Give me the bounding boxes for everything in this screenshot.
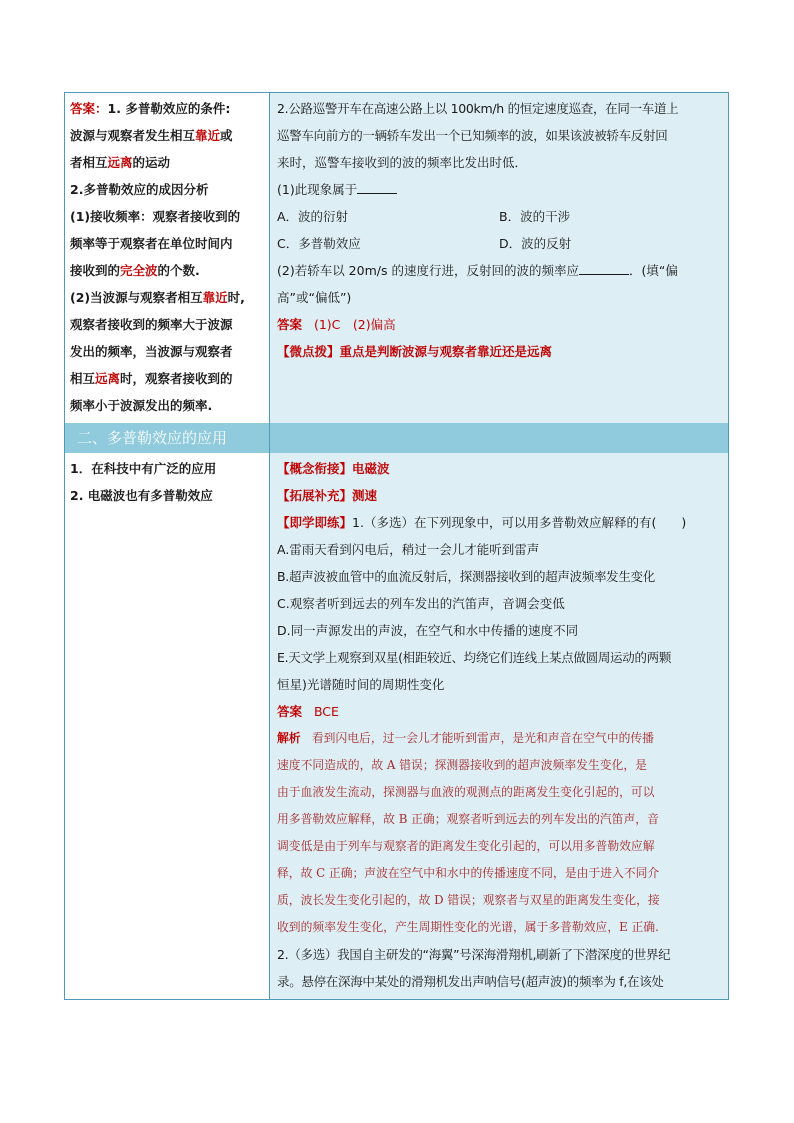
question-part-1 <box>277 176 724 203</box>
option-d: D.同一声源发出的声波，在空气和水中传播的速度不同 <box>277 623 579 638</box>
option-c: C．多普勒效应 <box>277 236 361 251</box>
text-segment: 接收到的 <box>70 263 121 278</box>
answer-line <box>277 311 724 338</box>
keyword-highlight: 远离 <box>107 155 133 170</box>
concept-line <box>277 455 724 482</box>
summary-line <box>70 257 265 284</box>
option-a: A．波的衍射 <box>277 209 349 224</box>
explanation-line: 质，波长发生变化引起的，故 D 错误；观察者与双星的距离发生变化，接 <box>277 893 660 907</box>
keyword-highlight: 远离 <box>95 371 121 386</box>
cause-heading: 2.多普勒效应的成因分析 <box>70 182 209 197</box>
option-e: E.天文学上观察到双星(相距较近、均绕它们连线上某点做圆周运动的两颗 <box>277 650 672 665</box>
option-e-continued: 恒星)光谱随时间的周期性变化 <box>277 677 445 692</box>
extend-tag: 【拓展补充】 <box>277 488 353 503</box>
bottom-row <box>65 453 728 999</box>
answer-value: (1)C (2)偏高 <box>313 317 396 332</box>
text-segment: 的运动 <box>132 155 171 170</box>
answer-label: 答案： <box>70 101 108 116</box>
answer-blank <box>357 193 397 194</box>
extend-line <box>277 482 724 509</box>
question-part-2 <box>277 257 724 284</box>
question-2-text: 录。悬停在深海中某处的滑翔机发出声呐信号(超声波)的频率为 f,在该处 <box>277 974 664 989</box>
summary-line <box>70 95 265 122</box>
summary-line: (1)接收频率：观察者接收到的 <box>70 209 241 224</box>
worksheet-table <box>64 92 729 1000</box>
option-c: C.观察者听到远去的列车发出的汽笛声，音调会变低 <box>277 596 565 611</box>
top-row <box>65 93 728 423</box>
explanation-line: 速度不同造成的，故 A 错误；探测器接收到的超声波频率发生变化，是 <box>277 758 647 772</box>
explanation-line: 收到的频率发生变化，产生周期性变化的光谱，属于多普勒效应，E 正确. <box>277 920 659 934</box>
text-segment: 或 <box>220 128 233 143</box>
concept-text: 电磁波 <box>352 461 390 476</box>
spacer <box>277 365 724 392</box>
summary-line: 发出的频率，当波源与观察者 <box>70 344 233 359</box>
tip-tag: 【微点拨】 <box>277 344 340 359</box>
keyword-highlight: 靠近 <box>195 128 221 143</box>
question-text: 2.公路巡警开车在高速公路上以 100km/h 的恒定速度巡查，在同一车道上 <box>277 101 679 116</box>
summary-column <box>65 93 269 423</box>
spacer <box>277 392 724 419</box>
text-segment: (2)当波源与观察者相互 <box>70 290 203 305</box>
practice-question <box>277 509 724 536</box>
summary-line <box>70 284 265 311</box>
option-b: B.超声波被血管中的血流反射后，探测器接收到的超声波频率发生变化 <box>277 569 655 584</box>
summary-line <box>70 149 265 176</box>
explanation-line <box>277 725 724 752</box>
explanation-line: 由于血液发生流动，探测器与血液的观测点的距离发生变化引起的，可以 <box>277 785 655 799</box>
answer-blank <box>579 274 629 275</box>
summary-line: 频率等于观察者在单位时间内 <box>70 236 233 251</box>
exercise-column <box>269 93 728 423</box>
practice-tag: 【即学即练】 <box>277 515 353 530</box>
practice-text: 1.（多选）在下列现象中，可以用多普勒效应解释的有( ) <box>352 515 687 530</box>
answer-label: 答案 <box>277 317 303 332</box>
answer-label: 答案 <box>277 704 303 719</box>
explanation-line: 调变低是由于列车与观察者的距离发生变化引起的，可以用多普勒效应解 <box>277 839 655 853</box>
text-segment: 的个数. <box>157 263 200 278</box>
text-segment: ．(填“偏 <box>628 263 678 278</box>
concept-tag: 【概念衔接】 <box>277 461 353 476</box>
tip-line <box>277 338 724 365</box>
option-d: D．波的反射 <box>499 236 572 251</box>
summary-line <box>70 365 265 392</box>
text-segment: 时, <box>227 290 245 305</box>
explanation-text: 看到闪电后，过一会儿才能听到雷声，是光和声音在空气中的传播 <box>311 731 654 745</box>
point-item: 2. 电磁波也有多普勒效应 <box>70 488 213 503</box>
section-header <box>65 423 728 453</box>
text-segment: (1)此现象属于 <box>277 182 358 197</box>
summary-line: 频率小于波源发出的频率. <box>70 398 213 413</box>
answer-value: BCE <box>313 704 339 719</box>
application-points-column <box>65 453 269 999</box>
text-segment: 者相互 <box>70 155 108 170</box>
condition-heading: 1. 多普勒效应的条件: <box>107 101 231 116</box>
option-row <box>277 230 724 257</box>
question-text: 高”或“偏低”) <box>277 290 352 305</box>
option-row <box>277 203 724 230</box>
option-b: B．波的干涉 <box>499 209 571 224</box>
summary-line <box>70 122 265 149</box>
question-text: 来时，巡警车接收到的波的频率比发出时低． <box>277 155 528 170</box>
text-segment: 波源与观察者发生相互 <box>70 128 196 143</box>
text-segment: (2)若轿车以 20m/s 的速度行进，反射回的波的频率应 <box>277 263 579 278</box>
question-text: 巡警车向前方的一辆轿车发出一个已知频率的波，如果该波被轿车反射回 <box>277 128 668 143</box>
point-item: 1．在科技中有广泛的应用 <box>70 461 217 476</box>
explanation-line: 用多普勒效应解释，故 B 正确；观察者听到远去的列车发出的汽笛声，音 <box>277 812 659 826</box>
text-segment: 相互 <box>70 371 96 386</box>
explanation-label: 解析 <box>277 731 301 745</box>
section-header-right <box>269 423 728 453</box>
extend-text: 测速 <box>352 488 378 503</box>
keyword-highlight: 完全波 <box>120 263 158 278</box>
question-2-text: 2.（多选）我国自主研发的“海翼”号深海滑翔机,刷新了下潜深度的世界纪 <box>277 947 671 962</box>
keyword-highlight: 靠近 <box>202 290 228 305</box>
tip-text: 重点是判断波源与观察者靠近还是远离 <box>339 344 553 359</box>
explanation-line: 释，故 C 正确；声波在空气中和水中的传播速度不同，是由于进入不同介 <box>277 866 660 880</box>
application-exercise-column <box>269 453 728 999</box>
text-segment: 时，观察者接收到的 <box>120 371 233 386</box>
answer-line <box>277 698 724 725</box>
section-title: 二、多普勒效应的应用 <box>77 429 228 447</box>
option-a: A.雷雨天看到闪电后，稍过一会儿才能听到雷声 <box>277 542 540 557</box>
summary-line: 观察者接收到的频率大于波源 <box>70 317 233 332</box>
